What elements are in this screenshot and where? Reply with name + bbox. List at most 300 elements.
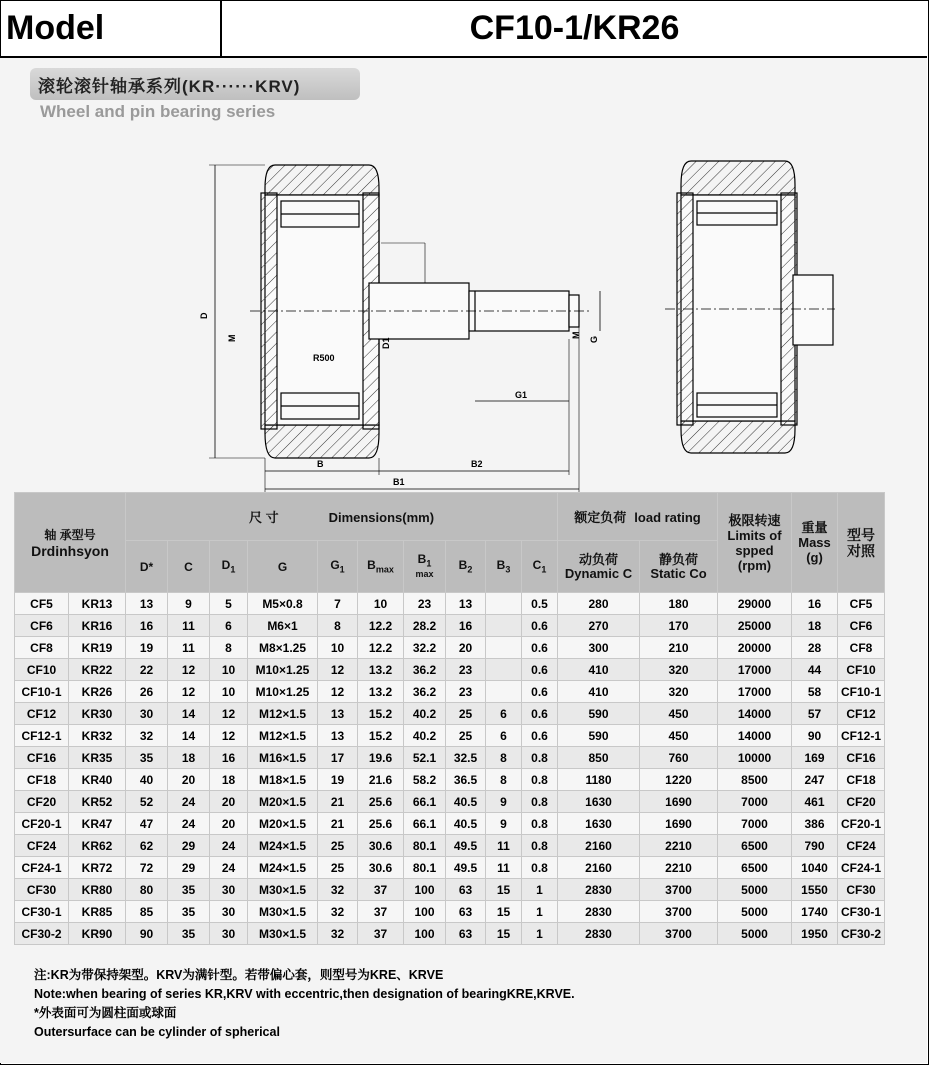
table-cell: 52 (126, 791, 168, 813)
model-label: Model (0, 0, 222, 56)
size-header-cn: 尺 寸 (248, 510, 279, 525)
table-cell: 8500 (718, 769, 792, 791)
table-cell: CF18 (15, 769, 69, 791)
col-B-sub: max (375, 564, 394, 575)
table-cell: 14000 (718, 725, 792, 747)
table-cell: 1630 (558, 791, 640, 813)
table-cell: KR30 (69, 703, 126, 725)
table-cell: 32 (126, 725, 168, 747)
mass-header-unit: (g) (806, 550, 823, 565)
table-cell: 2830 (558, 879, 640, 901)
table-cell: 2210 (640, 835, 718, 857)
table-cell: 8 (486, 747, 522, 769)
table-cell: KR32 (69, 725, 126, 747)
col-G: G (248, 541, 318, 593)
table-cell: CF8 (838, 637, 885, 659)
table-cell: 40 (126, 769, 168, 791)
speed-header-en3: (rpm) (737, 557, 772, 573)
table-cell: 9 (486, 791, 522, 813)
table-cell: 1550 (792, 879, 838, 901)
table-cell: 25 (446, 725, 486, 747)
dynamic-header-cn: 动负荷 (578, 551, 618, 567)
table-cell: 90 (792, 725, 838, 747)
table-cell: 590 (558, 703, 640, 725)
table-cell: 24 (168, 791, 210, 813)
table-cell: 47 (126, 813, 168, 835)
label-D: D (199, 312, 209, 319)
table-cell: M30×1.5 (248, 879, 318, 901)
col-B3-sub: 3 (505, 564, 511, 575)
label-B: B (317, 459, 324, 469)
cross-header-1: 型号 (847, 526, 875, 543)
table-cell: 63 (446, 923, 486, 945)
table-cell: 2830 (558, 923, 640, 945)
static-header-en: Static Co (650, 565, 707, 581)
table-cell: 11 (168, 615, 210, 637)
table-cell: CF30-2 (15, 923, 69, 945)
table-row (15, 813, 885, 835)
static-header-cn: 静负荷 (658, 551, 698, 567)
mass-header-en: Mass (798, 535, 831, 550)
table-cell: 410 (558, 681, 640, 703)
table-cell: M20×1.5 (248, 791, 318, 813)
col-B (358, 541, 404, 593)
table-cell: 590 (558, 725, 640, 747)
table-cell: 9 (168, 593, 210, 615)
table-row (15, 681, 885, 703)
table-cell: 25 (446, 703, 486, 725)
table-cell: 280 (558, 593, 640, 615)
dimensions-header (126, 493, 558, 541)
table-cell: 36.2 (404, 659, 446, 681)
table-cell: CF20 (838, 791, 885, 813)
speed-header-en1: Limits of (727, 527, 782, 543)
table-cell: 461 (792, 791, 838, 813)
col-G1-sub: 1 (339, 564, 345, 575)
table-cell: 15 (486, 901, 522, 923)
col-C: C (168, 541, 210, 593)
table-cell: 29000 (718, 593, 792, 615)
table-cell: 36.2 (404, 681, 446, 703)
table-cell: KR19 (69, 637, 126, 659)
table-cell: CF5 (838, 593, 885, 615)
table-cell: 0.8 (522, 747, 558, 769)
front-view-drawing (665, 161, 835, 453)
table-cell: CF10-1 (838, 681, 885, 703)
table-cell: 0.6 (522, 703, 558, 725)
col-C1 (522, 541, 558, 593)
table-cell: 35 (168, 901, 210, 923)
table-cell: 8 (210, 637, 248, 659)
table-cell: 14 (168, 725, 210, 747)
table-cell: 13 (126, 593, 168, 615)
table-cell: 6500 (718, 857, 792, 879)
table-cell: 29 (168, 857, 210, 879)
table-cell: 320 (640, 681, 718, 703)
table-cell: 49.5 (446, 857, 486, 879)
table-cell: 3700 (640, 901, 718, 923)
table-cell: CF30 (838, 879, 885, 901)
table-cell: 66.1 (404, 813, 446, 835)
table-cell: 20 (210, 791, 248, 813)
col-B-main: B (367, 558, 376, 573)
table-cell: 100 (404, 901, 446, 923)
table-cell: 17 (318, 747, 358, 769)
table-cell: CF12-1 (15, 725, 69, 747)
table-cell: 63 (446, 901, 486, 923)
table-cell: 6 (486, 703, 522, 725)
table-cell: 58 (792, 681, 838, 703)
note-line-2: Note:when bearing of series KR,KRV with eccentric,then designation of bearingKRE,KRVE. (34, 987, 575, 1001)
table-cell: 15 (486, 879, 522, 901)
table-cell: 100 (404, 923, 446, 945)
table-cell: CF24-1 (15, 857, 69, 879)
table-cell: 170 (640, 615, 718, 637)
table-cell: 11 (168, 637, 210, 659)
table-cell: 5000 (718, 901, 792, 923)
table-cell: 2830 (558, 901, 640, 923)
cross-header-2: 对照 (847, 542, 875, 559)
table-cell: 15.2 (358, 703, 404, 725)
label-B1: B1 (393, 477, 405, 487)
table-cell: M10×1.25 (248, 659, 318, 681)
table-cell: CF20 (15, 791, 69, 813)
table-cell: 169 (792, 747, 838, 769)
table-cell: M24×1.5 (248, 857, 318, 879)
table-cell: M10×1.25 (248, 681, 318, 703)
table-cell: CF12 (15, 703, 69, 725)
table-cell: CF30-1 (15, 901, 69, 923)
table-cell: 32.5 (446, 747, 486, 769)
table-cell: 2160 (558, 857, 640, 879)
bearing-header-cn: 轴 承型号 (44, 528, 96, 542)
table-cell: 15 (486, 923, 522, 945)
table-cell: M16×1.5 (248, 747, 318, 769)
table-cell: 32 (318, 901, 358, 923)
label-M-left: M (227, 334, 237, 342)
table-cell: 760 (640, 747, 718, 769)
table-cell: 21.6 (358, 769, 404, 791)
table-cell: 10 (210, 681, 248, 703)
table-cell: 80 (126, 879, 168, 901)
speed-header-en2: spped (735, 542, 774, 558)
table-cell: 0.6 (522, 659, 558, 681)
col-C1-sub: 1 (541, 564, 547, 575)
table-cell: 5000 (718, 879, 792, 901)
table-cell: 18 (210, 769, 248, 791)
table-cell: 1740 (792, 901, 838, 923)
table-cell: 13 (446, 593, 486, 615)
table-cell: 20 (446, 637, 486, 659)
table-cell: 8 (486, 769, 522, 791)
table-cell: 10 (358, 593, 404, 615)
table-cell: 57 (792, 703, 838, 725)
table-cell: 30.6 (358, 835, 404, 857)
table-cell: M24×1.5 (248, 835, 318, 857)
table-cell: CF30-2 (838, 923, 885, 945)
table-cell: 29 (168, 835, 210, 857)
table-cell: KR62 (69, 835, 126, 857)
table-cell: 11 (486, 857, 522, 879)
table-cell: 1 (522, 879, 558, 901)
table-cell (486, 615, 522, 637)
table-cell: 7000 (718, 791, 792, 813)
table-cell: 3700 (640, 923, 718, 945)
table-cell: 14000 (718, 703, 792, 725)
table-cell: M12×1.5 (248, 725, 318, 747)
table-cell: 80.1 (404, 857, 446, 879)
model-name: CF10-1/KR26 (469, 9, 680, 47)
table-cell: CF10 (838, 659, 885, 681)
note-line-3: *外表面可为圆柱面或球面 (34, 1006, 177, 1020)
table-cell: 17000 (718, 659, 792, 681)
table-cell (486, 681, 522, 703)
col-B3-main: B (496, 558, 506, 573)
series-title-en: Wheel and pin bearing series (40, 102, 276, 121)
table-cell: 5000 (718, 923, 792, 945)
table-cell: CF30 (15, 879, 69, 901)
table-cell: 30 (210, 879, 248, 901)
table-cell: 0.8 (522, 791, 558, 813)
table-cell: 25 (318, 857, 358, 879)
col-B1-max: max (415, 568, 434, 579)
table-row (15, 703, 885, 725)
table-cell: 80.1 (404, 835, 446, 857)
label-R500: R500 (313, 353, 335, 363)
col-B2-sub: 2 (467, 564, 473, 575)
table-cell: 1630 (558, 813, 640, 835)
table-cell: 16 (446, 615, 486, 637)
table-cell: 18 (168, 747, 210, 769)
table-cell: CF24-1 (838, 857, 885, 879)
table-cell: KR22 (69, 659, 126, 681)
table-cell: 35 (168, 879, 210, 901)
load-rating-header (558, 493, 718, 541)
col-B2-main: B (458, 558, 468, 573)
table-cell: 320 (640, 659, 718, 681)
table-cell: 32.2 (404, 637, 446, 659)
table-cell: CF12 (838, 703, 885, 725)
table-cell: CF20-1 (838, 813, 885, 835)
table-cell: 90 (126, 923, 168, 945)
table-row (15, 637, 885, 659)
table-cell: 0.6 (522, 637, 558, 659)
table-row (15, 857, 885, 879)
table-cell: 12.2 (358, 615, 404, 637)
table-cell: 58.2 (404, 769, 446, 791)
table-cell: 16 (210, 747, 248, 769)
table-cell: 35 (126, 747, 168, 769)
table-row (15, 901, 885, 923)
table-cell: M6×1 (248, 615, 318, 637)
label-B2: B2 (471, 459, 483, 469)
table-cell: 25.6 (358, 791, 404, 813)
table-cell: 410 (558, 659, 640, 681)
table-cell: CF16 (15, 747, 69, 769)
table-cell: CF20-1 (15, 813, 69, 835)
table-cell: 20 (210, 813, 248, 835)
table-cell: 37 (358, 879, 404, 901)
table-cell: 13.2 (358, 659, 404, 681)
table-cell: 24 (210, 857, 248, 879)
content-area (0, 58, 927, 1063)
table-cell: 10000 (718, 747, 792, 769)
table-cell: 3700 (640, 879, 718, 901)
table-cell: 16 (792, 593, 838, 615)
table-cell: 24 (168, 813, 210, 835)
table-cell: M20×1.5 (248, 813, 318, 835)
table-cell: 1690 (640, 791, 718, 813)
table-cell: 40.2 (404, 725, 446, 747)
label-M-right: M (571, 331, 581, 339)
table-cell: 14 (168, 703, 210, 725)
table-body (15, 593, 885, 945)
table-cell: 13 (318, 703, 358, 725)
table-cell: 1180 (558, 769, 640, 791)
table-cell: 15.2 (358, 725, 404, 747)
table-cell: 1040 (792, 857, 838, 879)
notes-block (34, 966, 575, 1042)
table-cell: CF10 (15, 659, 69, 681)
table-cell: CF8 (15, 637, 69, 659)
table-cell: 40.2 (404, 703, 446, 725)
cross-ref-header (838, 493, 885, 593)
table-cell: CF5 (15, 593, 69, 615)
speed-header (718, 493, 792, 593)
table-cell: 37 (358, 923, 404, 945)
table-cell: 0.8 (522, 813, 558, 835)
table-cell: 5 (210, 593, 248, 615)
table-row (15, 923, 885, 945)
table-cell: KR26 (69, 681, 126, 703)
table-cell: 72 (126, 857, 168, 879)
table-row (15, 615, 885, 637)
label-G1: G1 (515, 390, 528, 400)
table-cell: 28 (792, 637, 838, 659)
table-cell: 9 (486, 813, 522, 835)
table-cell (486, 659, 522, 681)
table-cell: 2210 (640, 857, 718, 879)
table-cell: 6 (210, 615, 248, 637)
table-cell: 100 (404, 879, 446, 901)
table-row (15, 769, 885, 791)
col-D1-sub: 1 (230, 564, 236, 575)
table-cell: 1950 (792, 923, 838, 945)
table-row (15, 725, 885, 747)
table-cell: 12 (210, 725, 248, 747)
table-cell: 30 (210, 901, 248, 923)
table-cell: KR80 (69, 879, 126, 901)
specification-table (14, 492, 885, 945)
table-cell: 0.6 (522, 681, 558, 703)
table-cell: 1220 (640, 769, 718, 791)
table-cell: 40.5 (446, 791, 486, 813)
table-row (15, 747, 885, 769)
table-cell: 180 (640, 593, 718, 615)
table-cell: 0.6 (522, 615, 558, 637)
speed-header-cn: 极限转速 (728, 512, 781, 528)
table-cell: 30.6 (358, 857, 404, 879)
table-cell: 62 (126, 835, 168, 857)
col-C1-main: C (532, 558, 542, 573)
table-cell: 24 (210, 835, 248, 857)
table-cell: KR13 (69, 593, 126, 615)
table-cell: CF24 (838, 835, 885, 857)
table-cell: KR16 (69, 615, 126, 637)
table-cell: CF12-1 (838, 725, 885, 747)
table-cell: 25000 (718, 615, 792, 637)
table-row (15, 593, 885, 615)
col-static (640, 541, 718, 593)
dynamic-header-en: Dynamic C (564, 565, 633, 581)
table-cell: 12 (168, 681, 210, 703)
bearing-header-en: Drdinhsyon (31, 543, 109, 559)
table-cell: 13.2 (358, 681, 404, 703)
col-D: D* (126, 541, 168, 593)
load-header-cn: 额定负荷 (574, 510, 627, 525)
table-cell: 10 (210, 659, 248, 681)
table-cell: 85 (126, 901, 168, 923)
table-cell: M30×1.5 (248, 901, 318, 923)
col-D1-main: D (221, 558, 231, 573)
dimensions-header-en: Dimensions(mm) (328, 510, 435, 525)
table-cell: M12×1.5 (248, 703, 318, 725)
table-cell: 247 (792, 769, 838, 791)
table-cell: 30 (126, 703, 168, 725)
table-cell: 25.6 (358, 813, 404, 835)
table-cell: 26 (126, 681, 168, 703)
label-D1: D1 (381, 337, 391, 349)
col-B2 (446, 541, 486, 593)
table-cell: 2160 (558, 835, 640, 857)
table-cell: KR90 (69, 923, 126, 945)
table-cell: 40.5 (446, 813, 486, 835)
table-cell: M8×1.25 (248, 637, 318, 659)
col-D1 (210, 541, 248, 593)
table-cell: 37 (358, 901, 404, 923)
table-cell: 450 (640, 725, 718, 747)
title-header (0, 0, 927, 58)
table-cell: 300 (558, 637, 640, 659)
col-G1-main: G (330, 558, 340, 573)
side-view-drawing (209, 165, 600, 493)
table-cell: 28.2 (404, 615, 446, 637)
table-cell: 386 (792, 813, 838, 835)
table-cell: 19 (126, 637, 168, 659)
table-cell: CF16 (838, 747, 885, 769)
table-cell: 1 (522, 901, 558, 923)
table-cell: M30×1.5 (248, 923, 318, 945)
table-cell: CF6 (838, 615, 885, 637)
table-cell: 12 (168, 659, 210, 681)
table-cell: 18 (792, 615, 838, 637)
table-cell: 20000 (718, 637, 792, 659)
table-cell: KR35 (69, 747, 126, 769)
table-cell: KR52 (69, 791, 126, 813)
table-cell: 35 (168, 923, 210, 945)
table-cell: 23 (446, 681, 486, 703)
table-cell: 17000 (718, 681, 792, 703)
table-cell: 210 (640, 637, 718, 659)
mass-header-cn: 重量 (801, 520, 828, 535)
note-line-4: Outersurface can be cylinder of spherical (34, 1025, 280, 1039)
table-cell: 850 (558, 747, 640, 769)
label-G: G (589, 335, 599, 343)
mass-header (792, 493, 838, 593)
table-cell: 1690 (640, 813, 718, 835)
table-row (15, 835, 885, 857)
table-cell: 21 (318, 791, 358, 813)
